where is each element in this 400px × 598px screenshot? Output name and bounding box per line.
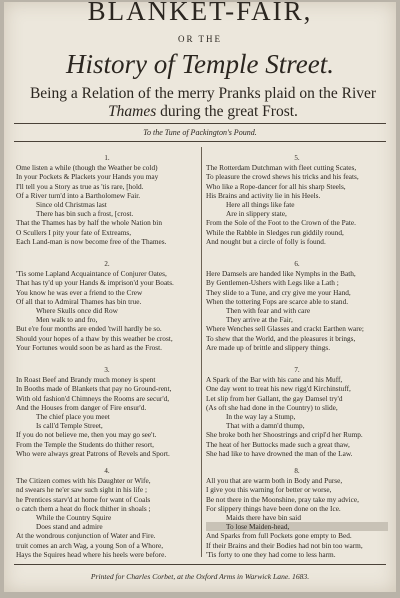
verse-line: (As oft she had done in the Country) to slide, (206, 402, 338, 412)
verse-line: Let slip from her Gallant, the gay Damsel try'd (206, 393, 343, 403)
verse-number: 1. (104, 154, 110, 162)
verse-line: Where Skulls once did Row (36, 306, 118, 316)
verse-line: Ome listen a while (though the Weather be cold) (16, 163, 158, 173)
verse-line: To lose Maiden-head, (206, 522, 388, 531)
verse-line: Is call'd Temple Street, (36, 421, 103, 431)
verse-line: Since old Christmas last (36, 200, 107, 210)
footer-rule (14, 564, 386, 565)
subtitle-part-b: during the great Frost. (160, 103, 298, 120)
verse-line: With old fashion'd Chimneys the Rooms are secur'd, (16, 393, 170, 403)
subtitle-part-a: Being a Relation of the merry Pranks plaid on the River (29, 85, 377, 102)
verse-line: Who were always great Patrons of Revels and Sport. (16, 448, 170, 458)
verse-line: Who like a Rope-dancer for all his sharp Steels, (206, 181, 346, 191)
verse-line: Of a River turn'd into a Bartholomew Fair. (16, 190, 141, 200)
verse-line: Maids there have bin said (226, 513, 301, 523)
verse-line: Then with fear and with care (226, 306, 311, 316)
left-verse-4 (16, 467, 198, 559)
verse-line: Does stand and admire (36, 522, 103, 532)
verse-line: That the Thames has by half the whole Nation bin (16, 218, 162, 228)
verse-line: Your Fortunes would soon be as hard as the Frost. (16, 342, 163, 352)
verse-line: And the Houses from danger of Fire ensur'd. (16, 402, 147, 412)
verse-line: nd swears he ne'er saw such sight in his life ; (16, 485, 148, 495)
verse-line: That with a damn'd thump, (226, 421, 305, 431)
title-line-1: BLANKET-FAIR, (87, 2, 313, 26)
verse-line: They arrive at the Fair, (226, 315, 293, 325)
verse-line: Are in slippery state, (226, 209, 287, 219)
column-divider (201, 147, 202, 557)
verse-line: The Rotterdam Dutchman with fleet cutting Scates, (206, 163, 357, 173)
verse-line: From the Temple the Students do thither resort, (16, 439, 154, 449)
verse-line: Of all that to Admiral Thames has bin true. (16, 296, 142, 306)
verse-line: A Spark of the Bar with his cane and his Muff, (206, 375, 343, 385)
verse-line: To pleasure the crowd shews his tricks and his feats, (206, 172, 359, 182)
verse-line: Are made up of brittle and slippery things. (206, 342, 331, 352)
verse-line: While the Country Squire (36, 513, 112, 523)
right-verse-1 (206, 154, 388, 246)
verse-line: Hays the Squires head where his heels were before. (16, 549, 167, 559)
verse-line: o catch them a heat do flock thither in shoals ; (16, 503, 151, 513)
verse-line: To shew that the World, and the pleasures it brings, (206, 333, 356, 343)
title-line-2: History of Temple Street. (66, 49, 334, 79)
verse-line: The chief place you meet (36, 412, 110, 422)
verse-line: truit comes an arch Wag, a young Son of a Whore, (16, 540, 164, 550)
verse-line: In Roast Beef and Brandy much money is spent (16, 375, 156, 385)
right-verse-4 (206, 467, 388, 559)
right-verse-2 (206, 260, 388, 352)
subtitle-thames: Thames (108, 103, 157, 120)
verse-line: I give you this warning for better or worse, (206, 485, 332, 495)
verse-line: While the Rabble in Sledges run giddily round, (206, 227, 344, 237)
verse-number: 3. (104, 366, 110, 374)
verse-line: They slide to a Tune, and cry give me your Hand, (206, 287, 351, 297)
right-verse-3 (206, 366, 388, 458)
verse-line: All you that are warm both in Body and Purse, (206, 476, 343, 486)
verse-line: The heat of her Buttocks made such a great thaw, (206, 439, 350, 449)
verse-line: By Gentlemen-Ushers with Legs like a Lath ; (206, 278, 339, 288)
verse-number: 8. (294, 467, 300, 475)
verse-line: If their Brains and their Bodies had not bin too warm, (206, 540, 363, 550)
verse-line: When the tottering Fops are scarce able to stand. (206, 296, 349, 306)
verse-line: That has ty'd up your Hands & imprison'd your Boats. (16, 278, 174, 288)
verse-line: I'll tell you a Story as true as 'tis rare, [hold. (16, 181, 144, 191)
verse-line: Where Wenches sell Glasses and crackt Earthen ware; (206, 324, 364, 334)
verse-line: Be not there in the Moonshine, pray take my advice, (206, 494, 359, 504)
left-verse-1 (16, 154, 198, 246)
verse-line: In Booths made of Blankets that pay no Ground-rent, (16, 384, 172, 394)
verse-line: In the way lay a Stump, (226, 412, 296, 422)
right-column (206, 2, 388, 592)
tune-line: To the Tune of Packington's Pound. (143, 128, 257, 137)
verse-line: O Scullers I pity your fate of Extreams, (16, 227, 132, 237)
verse-line: Here all things like fate (226, 200, 295, 210)
verse-line: There has bin such a frost, [crost. (36, 209, 134, 219)
verse-line: 'Tis some Lapland Acquaintance of Conjurer Oates, (16, 269, 167, 279)
title-connector: OR THE (177, 34, 223, 44)
verse-line: But e're four months are ended 'twill hardly be so. (16, 324, 162, 334)
verse-line: One day went to treat his new rigg'd Kirchinstuff, (206, 384, 351, 394)
verse-number: 5. (294, 154, 300, 162)
verse-line: And Sparks from full Pockets gone empty to Bed. (206, 531, 352, 541)
left-verse-3 (16, 366, 198, 458)
verse-line: You know he was ever a friend to the Crew (16, 287, 143, 297)
verse-line: She had like to have drowned the man of the Law. (206, 448, 353, 458)
verse-line: If you do not believe me, then you may go see't. (16, 430, 157, 440)
broadside-sheet (4, 2, 396, 592)
imprint: Printed for Charles Corbet, at the Oxford Arms in Warwick Lane. 1683. (90, 572, 310, 581)
verse-line: he Prentices starv'd at home for want of Coals (16, 494, 151, 504)
verse-line: For slippery things have been done on the Ice. (206, 503, 341, 513)
verse-line: Here Damsels are handed like Nymphs in the Bath, (206, 269, 356, 279)
verse-line: Each Land-man is now become free of the Thames. (16, 236, 167, 246)
verse-line: The Citizen comes with his Daughter or Wife, (16, 476, 151, 486)
verse-number: 6. (294, 260, 300, 268)
verse-number: 7. (294, 366, 300, 374)
left-column (16, 2, 198, 592)
verse-line: Should your hopes of a thaw by this weather be crost, (16, 333, 173, 343)
verse-number: 2. (104, 260, 110, 268)
verse-line: 'Tis forty to one they had come to less harm. (206, 549, 336, 559)
verse-line: In your Pockets & Plackets your Hands you may (16, 172, 159, 182)
verse-line: Men walk to and fro, (36, 315, 98, 325)
verse-number: 4. (104, 467, 110, 475)
verse-line: She broke both her Shoostrings and cripl'd her Rump. (206, 430, 363, 440)
verse-line: And nought but a circle of folly is found. (206, 236, 326, 246)
verse-line: From the Sole of the Foot to the Crown of the Pate. (206, 218, 356, 228)
left-verse-2 (16, 260, 198, 352)
verse-line: His Brains and activity lie in his Heels. (206, 190, 321, 200)
verse-line: At the wondrous conjunction of Water and Fire. (16, 531, 156, 541)
